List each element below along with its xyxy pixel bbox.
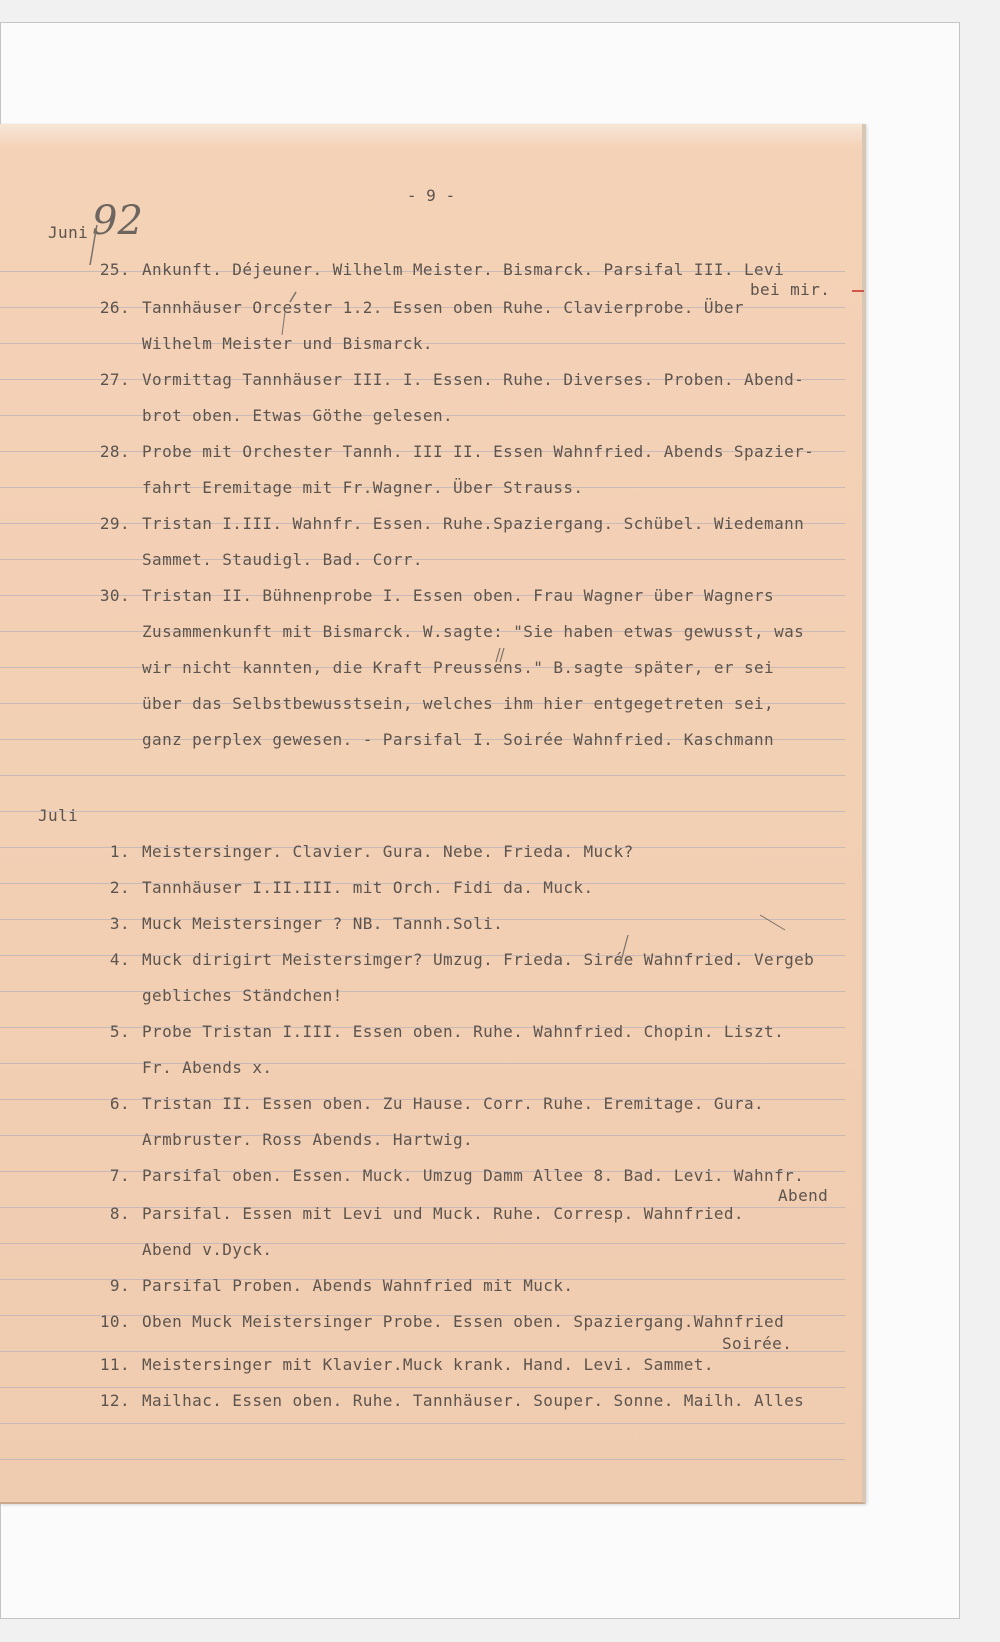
entry-text: Fr. Abends x. <box>142 1058 273 1077</box>
entry-text: Vormittag Tannhäuser III. I. Essen. Ruhe. Diverses. Proben. Abend- <box>142 370 805 389</box>
entry-text: Probe Tristan I.III. Essen oben. Ruhe. Wahnfried. Chopin. Liszt. <box>142 1022 785 1041</box>
entry-number: 6. <box>109 1094 130 1113</box>
entry-number: 8. <box>109 1204 130 1223</box>
entry-text: Parsifal Proben. Abends Wahnfried mit Muck. <box>142 1276 574 1295</box>
entry-text: Meistersinger. Clavier. Gura. Nebe. Frieda. Muck? <box>142 842 634 861</box>
entry-number: 5. <box>109 1022 130 1041</box>
entry-text: Ankunft. Déjeuner. Wilhelm Meister. Bismarck. Parsifal III. Levi <box>142 260 785 279</box>
entry-number: 9. <box>109 1276 130 1295</box>
entry-text: Soirée. <box>722 1334 793 1353</box>
entry-text: Parsifal oben. Essen. Muck. Umzug Damm Allee 8. Bad. Levi. Wahnfr. <box>142 1166 805 1185</box>
entry-text: Oben Muck Meistersinger Probe. Essen oben. Spaziergang.Wahnfried <box>142 1312 785 1331</box>
entry-text: Mailhac. Essen oben. Ruhe. Tannhäuser. Souper. Sonne. Mailh. Alles <box>142 1391 805 1410</box>
entry-text: Parsifal. Essen mit Levi und Muck. Ruhe. Corresp. Wahnfried. <box>142 1204 744 1223</box>
entry-text: Muck Meistersinger ? NB. Tannh.Soli. <box>142 914 504 933</box>
entry-text: Zusammenkunft mit Bismarck. W.sagte: "Sie haben etwas gewusst, was <box>142 622 805 641</box>
entry-number: 10. <box>99 1312 130 1331</box>
entry-number: 26. <box>99 298 130 317</box>
entry-text: brot oben. Etwas Göthe gelesen. <box>142 406 454 425</box>
entry-text: fahrt Eremitage mit Fr.Wagner. Über Strauss. <box>142 478 584 497</box>
entry-text: Sammet. Staudigl. Bad. Corr. <box>142 550 423 569</box>
entry-number: 4. <box>109 950 130 969</box>
entry-text: Abend <box>778 1186 829 1205</box>
entry-number: 30. <box>99 586 130 605</box>
entry-text: Tristan I.III. Wahnfr. Essen. Ruhe.Spaziergang. Schübel. Wiedemann <box>142 514 805 533</box>
month-heading-june: Juni <box>48 223 89 242</box>
entry-text: Abend v.Dyck. <box>142 1240 273 1259</box>
entry-text: Tannhäuser Orcester 1.2. Essen oben Ruhe. Clavierprobe. Über <box>142 298 744 317</box>
entry-text: Probe mit Orchester Tannh. III II. Essen Wahnfried. Abends Spazier- <box>142 442 815 461</box>
entry-text: gebliches Ständchen! <box>142 986 343 1005</box>
page-number: - 9 - <box>406 186 456 205</box>
entry-number: 3. <box>109 914 130 933</box>
entry-text: bei mir. <box>750 280 831 299</box>
entry-number: 7. <box>109 1166 130 1185</box>
entry-number: 1. <box>109 842 130 861</box>
entry-number: 27. <box>99 370 130 389</box>
entry-number: 11. <box>99 1355 130 1374</box>
handwritten-year: 92 <box>92 198 143 244</box>
entry-text: ganz perplex gewesen. - Parsifal I. Soirée Wahnfried. Kaschmann <box>142 730 775 749</box>
entry-number: 12. <box>99 1391 130 1410</box>
entry-text: Meistersinger mit Klavier.Muck krank. Hand. Levi. Sammet. <box>142 1355 714 1374</box>
entry-text: Armbruster. Ross Abends. Hartwig. <box>142 1130 474 1149</box>
entry-number: 29. <box>99 514 130 533</box>
month-heading-july: Juli <box>38 806 79 825</box>
entry-text: Muck dirigirt Meistersimger? Umzug. Frieda. Sirée Wahnfried. Vergeb <box>142 950 815 969</box>
entry-text: Tannhäuser I.II.III. mit Orch. Fidi da. Muck. <box>142 878 594 897</box>
entry-text: Tristan II. Essen oben. Zu Hause. Corr. Ruhe. Eremitage. Gura. <box>142 1094 765 1113</box>
entry-text: wir nicht kannten, die Kraft Preussens." B.sagte später, er sei <box>142 658 775 677</box>
entry-text: über das Selbstbewusstsein, welches ihm hier entgegetreten sei, <box>142 694 775 713</box>
entry-text: Tristan II. Bühnenprobe I. Essen oben. Frau Wagner über Wagners <box>142 586 775 605</box>
entry-number: 2. <box>109 878 130 897</box>
entry-number: 28. <box>99 442 130 461</box>
entry-number: 25. <box>99 260 130 279</box>
entry-text: Wilhelm Meister und Bismarck. <box>142 334 433 353</box>
